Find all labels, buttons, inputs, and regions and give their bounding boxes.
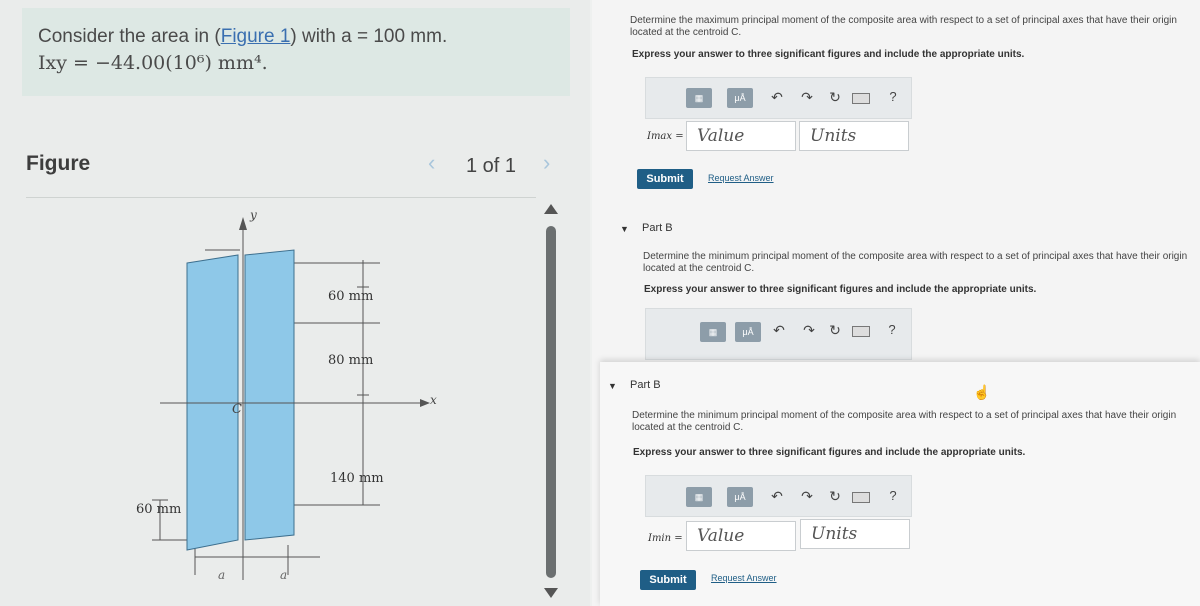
reset-icon[interactable]: ↻ <box>829 322 841 338</box>
centroid-label: C <box>232 402 242 417</box>
help-icon[interactable]: ? <box>889 89 897 104</box>
imax-units-input[interactable]: Units <box>799 121 909 151</box>
dimension-a-left: a <box>218 568 226 582</box>
keyboard-icon[interactable] <box>852 93 870 104</box>
imax-value-input[interactable]: Value <box>686 121 796 151</box>
hand-cursor-icon: ☝ <box>973 384 991 400</box>
part-a-instruction: Express your answer to three significant figures and include the appropriate units. <box>632 49 1025 60</box>
figure-link[interactable]: Figure 1 <box>220 26 291 47</box>
dimension-a-right: a <box>280 568 288 582</box>
matrix-template-icon[interactable]: ▦ <box>700 322 726 342</box>
right-parallelogram <box>245 250 294 540</box>
undo-icon[interactable]: ↶ <box>771 89 783 105</box>
dimension-80mm: 80 mm <box>328 353 374 368</box>
part-b-collapse-icon[interactable]: ▼ <box>608 381 617 391</box>
reset-icon[interactable]: ↻ <box>829 89 841 105</box>
part-b-request-answer-link[interactable]: Request Answer <box>711 573 777 583</box>
part-b-question: Determine the minimum principal moment of the composite area with respect to a set of principal axes that have their origin located at the centroid C. <box>632 410 1177 433</box>
part-b-title-behind[interactable]: Part B <box>642 222 673 234</box>
chevron-right-icon[interactable]: › <box>543 150 551 175</box>
part-b-instruction: Express your answer to three significant figures and include the appropriate units. <box>633 447 1026 458</box>
help-icon[interactable]: ? <box>888 322 896 337</box>
part-a-submit-button[interactable]: Submit <box>637 169 693 189</box>
dimension-60mm-left: 60 mm <box>136 502 182 517</box>
imax-label: Imax = <box>647 131 684 142</box>
units-mu-icon[interactable]: μÅ <box>735 322 761 342</box>
redo-icon[interactable]: ↷ <box>803 322 815 338</box>
part-b-title[interactable]: Part B <box>630 379 661 391</box>
keyboard-icon[interactable] <box>852 326 870 337</box>
part-a-request-answer-link[interactable]: Request Answer <box>708 173 774 183</box>
units-mu-icon[interactable]: μÅ <box>727 88 753 108</box>
part-a-question: Determine the maximum principal moment of the composite area with respect to a set of principal axes that have their origin located at the centroid C. <box>630 15 1177 38</box>
figure-scrollbar[interactable] <box>546 226 556 578</box>
part-b-submit-button[interactable]: Submit <box>640 570 696 590</box>
matrix-template-icon[interactable]: ▦ <box>686 88 712 108</box>
dimension-60mm-top: 60 mm <box>328 289 374 304</box>
dimension-140mm: 140 mm <box>330 471 384 486</box>
help-icon[interactable]: ? <box>889 488 897 503</box>
part-b-instruction-behind: Express your answer to three significant figures and include the appropriate units. <box>644 284 1037 295</box>
figure-divider <box>26 197 536 198</box>
redo-icon[interactable]: ↷ <box>801 488 813 504</box>
figure-heading: Figure <box>26 152 91 175</box>
undo-icon[interactable]: ↶ <box>771 488 783 504</box>
imin-label: Imin = <box>648 533 683 544</box>
undo-icon[interactable]: ↶ <box>773 322 785 338</box>
scroll-up-icon[interactable] <box>544 204 558 214</box>
part-b-collapse-icon[interactable]: ▼ <box>620 224 629 234</box>
scroll-down-icon[interactable] <box>544 588 558 598</box>
matrix-template-icon[interactable]: ▦ <box>686 487 712 507</box>
chevron-left-icon[interactable]: ‹ <box>428 150 436 175</box>
problem-line-1: Consider the area in (Figure 1) with a = 100 mm. <box>38 26 448 47</box>
imin-units-input[interactable]: Units <box>800 519 910 549</box>
composite-area-diagram <box>120 205 450 600</box>
y-axis-label: y <box>250 208 257 222</box>
units-mu-icon[interactable]: μÅ <box>727 487 753 507</box>
problem-line-2: Ixy = −44.00(10⁶) mm⁴. <box>38 52 268 74</box>
reset-icon[interactable]: ↻ <box>829 488 841 504</box>
redo-icon[interactable]: ↷ <box>801 89 813 105</box>
x-axis-label: x <box>430 393 437 407</box>
keyboard-icon[interactable] <box>852 492 870 503</box>
figure-pager: 1 of 1 <box>466 155 517 177</box>
imin-value-input[interactable]: Value <box>686 521 796 551</box>
part-b-question-behind: Determine the minimum principal moment of the composite area with respect to a set of principal axes that have their origin located at the centroid C. <box>643 251 1188 274</box>
